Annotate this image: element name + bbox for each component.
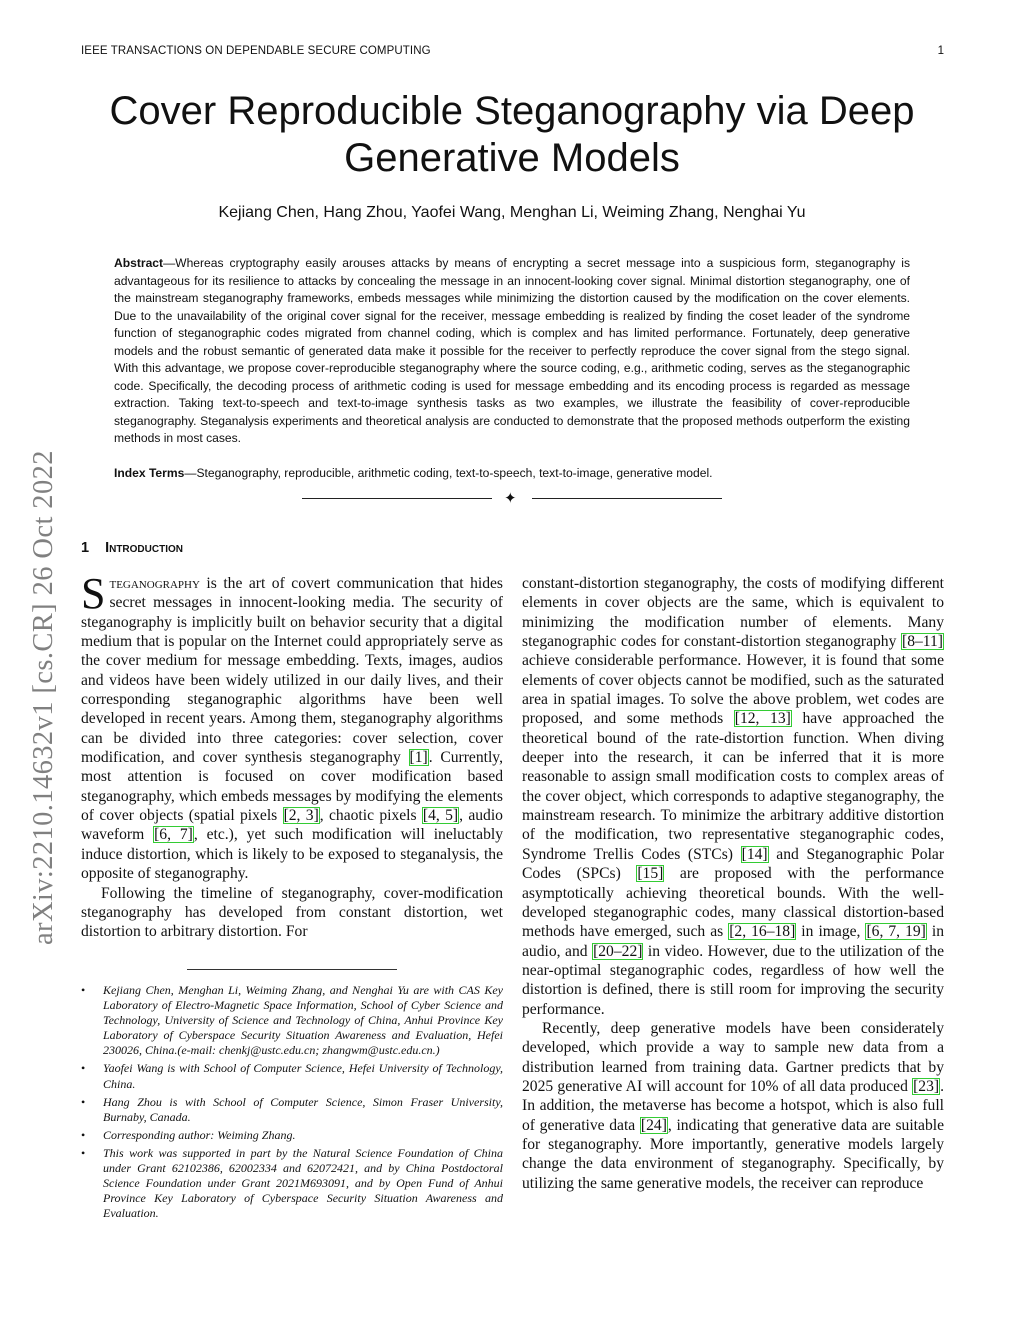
section-number: 1 — [81, 540, 90, 556]
bullet-icon: • — [81, 1127, 86, 1142]
arxiv-identifier-stamp: arXiv:2210.14632v1 [cs.CR] 26 Oct 2022 — [28, 450, 59, 945]
left-column — [81, 569, 503, 942]
index-terms-label: Index Terms — [114, 466, 185, 480]
paper-title: Cover Reproducible Steganography via Deep Generative Models — [109, 89, 915, 180]
running-header: IEEE TRANSACTIONS ON DEPENDABLE SECURE COMPUTING — [81, 45, 431, 57]
paragraph-text: . Currently, most attention is focused on cover modification based steganography, which embeds messages by modifying the elements of cover objects (spatial pixels — [81, 749, 503, 825]
footnote-rule — [187, 969, 397, 970]
paragraph-text: , etc.), yet such modification will ineluctably induce distortion, which is likely to be exposed to steganalysis, the opposite of steganography. — [81, 826, 503, 883]
citation-link[interactable]: [15] — [637, 865, 664, 883]
paragraph-text: in image, — [796, 923, 866, 941]
paragraph-text: , chaotic pixels — [319, 807, 422, 825]
abstract-text: —Whereas cryptography easily arouses attacks by means of encrypting a secret message into a suspicious form, steganography is advantageous for its resilience to attacks by concealing the message in an innocent-looking cover signal. Minimal distortion steganography, one of the mainstream steganography frameworks, embeds messages while minimizing the distortion caused by the modification on the cover elements. Due to the unavailability of the original cover signal for the receiver, message embedding is realized by finding the coset leader of the syndrome function of steganographic codes migrated from channel coding, which is complex and has limited performance. Fortunately, deep generative models and the robust semantic of generated data make it possible for the receiver to perfectly reproduce the cover signal from the stego signal. With this advantage, we propose cover-reproducible steganography where the source coding, e.g., arithmetic coding, serves as the steganographic code. Specifically, the decoding process of arithmetic coding is used for message embedding and its encoding process is regarded as message extraction. Taking text-to-speech and text-to-image synthesis tasks as two examples, we illustrate the feasibility of cover-reproducible steganography. Steganalysis experiments and theoretical analysis are conducted to demonstrate that the proposed methods outperform the existing methods in most cases. — [114, 256, 910, 445]
abstract-label: Abstract — [114, 256, 164, 270]
citation-link[interactable]: [6, 7] — [154, 826, 193, 844]
footnote-item — [81, 1146, 503, 1221]
paragraph-text: in video. However, due to the utilization of the near-optimal steganographic codes, regardless of how well the distortion is defined, there is still room for improving the security performance. — [522, 942, 944, 1018]
paragraph-text: , indicating that generative data are suitable for steganography. More importantly, generative models largely change the data environment of steganography. Specifically, by utilizing the same generative models, the receiver can reproduce — [522, 1116, 944, 1192]
section-separator — [302, 489, 722, 509]
citation-link[interactable]: [24] — [640, 1116, 667, 1134]
footnote-text: Hang Zhou is with School of Computer Science, Simon Fraser University, Burnaby, Canada. — [103, 1094, 503, 1124]
paragraph-text: Recently, deep generative models have been considerately developed, which provide a way to sample new data from a distribution learned from training data. Gartner predicts that by 2025 generative AI will account for 10% of all data produced — [522, 1019, 944, 1095]
citation-link[interactable]: [14] — [741, 845, 768, 863]
paragraph-text: constant-distortion steganography, the costs of modifying different elements in cover objects are the same, which is equivalent to minimizing the modification number of elements. Many steganographic codes for constant-distortion steganography — [522, 575, 944, 651]
intro-paragraph-3 — [522, 574, 944, 1019]
citation-link[interactable]: [2, 16–18] — [729, 923, 796, 941]
citation-link[interactable]: [20–22] — [593, 942, 643, 960]
citation-link[interactable]: [4, 5] — [422, 807, 459, 825]
author-list: Kejiang Chen, Hang Zhou, Yaofei Wang, Menghan Li, Weiming Zhang, Nenghai Yu — [218, 204, 806, 221]
paragraph-text: . In addition, the metaverse has become a hotspot, which is also full of generative data — [522, 1077, 944, 1134]
page-number: 1 — [937, 45, 944, 57]
footnote-text: Yaofei Wang is with School of Computer Science, Hefei University of Technology, China. — [103, 1061, 503, 1091]
citation-link[interactable]: [6, 7, 19] — [866, 923, 926, 941]
footnotes — [81, 983, 503, 1224]
separator-line-left — [302, 498, 492, 499]
bullet-icon: • — [81, 1061, 86, 1076]
index-terms-text: —Steganography, reproducible, arithmetic coding, text-to-speech, text-to-image, generative model. — [184, 466, 713, 480]
citation-link[interactable]: [1] — [409, 749, 428, 767]
footnote-text: This work was supported in part by the Natural Science Foundation of China under Grant 62102386, 62002334 and 62072421, and by China Postdoctoral Science Foundation under Grant 2021M693091, and by Open Fund of Anhui Province Key Laboratory of Cyberspace Security Situation Awareness and Evaluation. — [103, 1145, 503, 1221]
abstract — [114, 255, 910, 448]
paragraph-text: and Steganographic Polar Codes (SPCs) — [522, 845, 945, 883]
citation-link[interactable]: [2, 3] — [283, 807, 319, 825]
bullet-icon: • — [81, 1145, 86, 1160]
footnote-item — [81, 983, 503, 1058]
drop-cap-letter: S — [81, 569, 106, 618]
intro-paragraph-2: Following the timeline of steganography, cover-modification steganography has developed from constant distortion, wet distortion to arbitrary distortion. For — [81, 884, 503, 941]
bullet-icon: • — [81, 983, 86, 997]
section-title: Introduction — [105, 540, 183, 556]
footnote-text: Kejiang Chen, Menghan Li, Weiming Zhang, and Nenghai Yu are with CAS Key Laboratory of Electro-Magnetic Space Information, School of Cyber Science and Technology, University of Science and Technology of China, Anhui Province Key Laboratory of Cyberspace Security Situation Awareness and Evaluation, Hefei 230026, China.(e-mail: chenkj@ustc.edu.cn; zhangwm@ustc.edu.cn.) — [103, 983, 503, 1058]
footnote-item — [81, 1061, 503, 1091]
paragraph-text: in audio, and — [522, 923, 945, 960]
footnote-item — [81, 1095, 503, 1125]
right-column — [522, 574, 944, 1193]
intro-paragraph-1 — [81, 569, 503, 884]
paragraph-text: are proposed with the performance asymptotically achieving theoretical bounds. With the well-developed steganographic codes, many classical distortion-based methods have emerged, such as — [522, 865, 944, 941]
citation-link[interactable]: [12, 13] — [734, 710, 791, 728]
footnote-text: Corresponding author: Weiming Zhang. — [103, 1127, 296, 1142]
footnote-item — [81, 1128, 503, 1143]
separator-line-right — [532, 498, 722, 499]
section-heading — [81, 540, 183, 556]
intro-paragraph-4 — [522, 1019, 944, 1193]
citation-link[interactable]: [8–11] — [902, 633, 943, 651]
separator-diamond-icon: ✦ — [504, 491, 517, 507]
paragraph-text: is the art of covert communication that hides secret messages in innocent-looking media. The security of steganography is implicitly built on behavior security that a digital medium that is popular on the Internet could appropriately serve as the cover medium for message embedding. Texts, images, audios and videos have been widely utilized in our daily lives, and their corresponding steganographic algorithms have been well developed in recent years. Among them, steganography algorithms can be divided into three categories: cover selection, cover modification, and cover synthesis steganography — [81, 575, 503, 767]
paragraph-text: have approached the theoretical bound of the rate-distortion function. When diving deeper into the research, it can be inferred that it is more reasonable to assign small modification costs to complex areas of the cover object, which corresponds to adaptive steganography, the mainstream research. To minimize the arbitrary additive distortion of the modification, two representative steganographic codes, Syndrome Trellis Codes (STCs) — [522, 710, 945, 863]
index-terms — [114, 465, 910, 482]
bullet-icon: • — [81, 1094, 86, 1109]
citation-link[interactable]: [23] — [913, 1077, 940, 1095]
drop-cap-word: teganography — [109, 575, 200, 592]
paragraph-text: achieve considerable performance. However, it is found that some elements of cover objects cannot be modified, such as the saturated area in spatial images. To solve the above problem, wet codes are proposed, and some methods — [522, 652, 944, 728]
paragraph-text: , audio waveform — [81, 807, 503, 844]
